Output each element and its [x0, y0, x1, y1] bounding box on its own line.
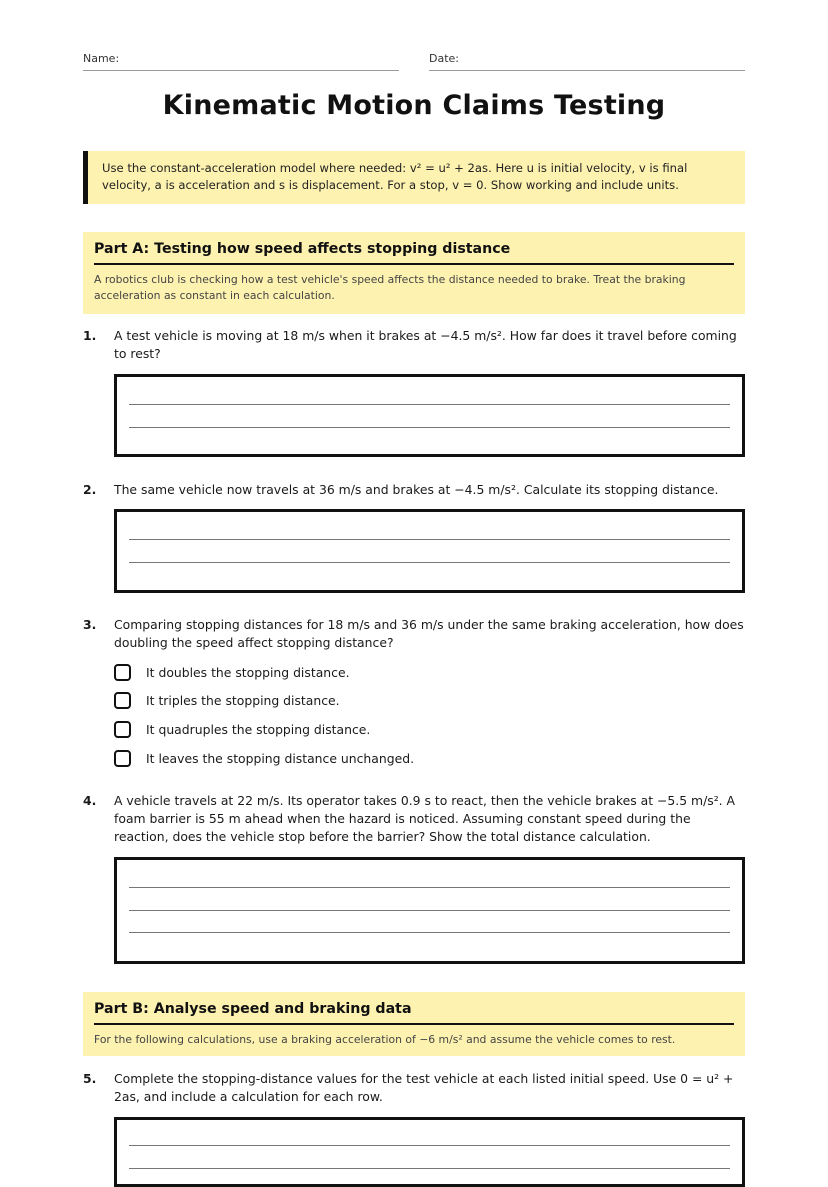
answer-line [129, 932, 730, 933]
page-title: Kinematic Motion Claims Testing [162, 90, 666, 121]
answer-box-2[interactable] [114, 509, 745, 593]
part-a-title: Part A: Testing how speed affects stopping distance [94, 241, 734, 265]
name-label: Name: [83, 52, 120, 65]
name-field[interactable] [83, 52, 399, 71]
question-text: A test vehicle is moving at 18 m/s when it brakes at −4.5 m/s². How far does it travel before coming to rest? [114, 328, 737, 361]
answer-box-4[interactable] [114, 857, 745, 964]
answer-line [129, 910, 730, 911]
date-field[interactable] [429, 52, 745, 71]
option-label: It leaves the stopping distance unchanged. [146, 751, 415, 766]
part-b-header [83, 992, 745, 1056]
question-text: Complete the stopping-distance values for the test vehicle at each listed initial speed. Use 0 = u² + 2as, and include a calculation for each row. [114, 1071, 734, 1104]
answer-line [129, 1168, 730, 1169]
question-number: 3. [83, 617, 97, 632]
date-label: Date: [429, 52, 459, 65]
answer-box-1[interactable] [114, 374, 745, 457]
part-b-description: For the following calculations, use a braking acceleration of −6 m/s² and assume the vehicle comes to rest. [94, 1033, 676, 1046]
question-number: 2. [83, 482, 97, 497]
question-text: A vehicle travels at 22 m/s. Its operator takes 0.9 s to react, then the vehicle brakes at −5.5 m/s². A foam barrier is 55 m ahead when the hazard is noticed. Assuming constant speed during the reaction, does the vehicle stop before the barrier? Show the total distance calculation. [114, 793, 736, 844]
header-fields [83, 52, 745, 72]
instructions-box: Use the constant-acceleration model where needed: v² = u² + 2as. Here u is initial velocity, v is final velocity, a is acceleration and s is displacement. For a stop, v = 0. Show working and include units. [83, 151, 745, 204]
answer-box-5[interactable] [114, 1117, 745, 1187]
option-label: It quadruples the stopping distance. [146, 722, 371, 737]
answer-line [129, 562, 730, 563]
part-a-description: A robotics club is checking how a test vehicle's speed affects the distance needed to brake. Treat the braking acceleration as constant in each calculation. [94, 273, 686, 302]
checkbox[interactable] [114, 750, 131, 767]
answer-line [129, 887, 730, 888]
answer-line [129, 427, 730, 428]
checkbox[interactable] [114, 692, 131, 709]
option-label: It doubles the stopping distance. [146, 665, 350, 680]
question-text: Comparing stopping distances for 18 m/s and 36 m/s under the same braking acceleration, how does doubling the speed affect stopping distance? [114, 617, 744, 650]
part-b-title: Part B: Analyse speed and braking data [94, 1001, 734, 1025]
checkbox[interactable] [114, 721, 131, 738]
question-number: 5. [83, 1071, 97, 1086]
option-label: It triples the stopping distance. [146, 693, 340, 708]
question-text: The same vehicle now travels at 36 m/s and brakes at −4.5 m/s². Calculate its stopping distance. [114, 482, 719, 497]
checkbox[interactable] [114, 664, 131, 681]
part-a-header [83, 232, 745, 314]
answer-line [129, 1145, 730, 1146]
answer-line [129, 404, 730, 405]
question-number: 4. [83, 793, 97, 808]
question-number: 1. [83, 328, 97, 343]
answer-line [129, 539, 730, 540]
